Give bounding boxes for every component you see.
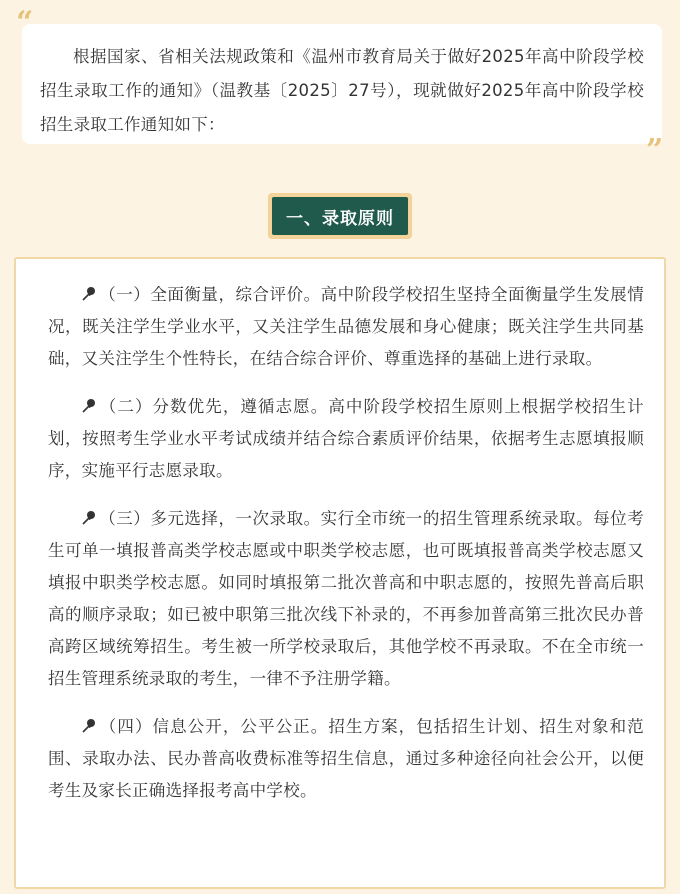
principles-box	[14, 257, 666, 889]
pushpin-icon	[81, 713, 97, 729]
principle-text: （二）分数优先，遵循志愿。高中阶段学校招生原则上根据学校招生计划，按照考生学业水平考试成绩并结合综合素质评价结果，依据考生志愿填报顺序，实施平行志愿录取。	[48, 397, 644, 480]
principle-text: （一）全面衡量，综合评价。高中阶段学校招生坚持全面衡量学生发展情况，既关注学生学业水平，又关注学生品德发展和身心健康；既关注学生共同基础，又关注学生个性特长，在结合综合评价、尊重选择的基础上进行录取。	[48, 285, 644, 368]
principle-paragraph-3	[48, 503, 644, 695]
intro-card	[22, 24, 662, 144]
pushpin-icon	[81, 281, 97, 297]
principle-paragraph-4	[48, 711, 644, 807]
principle-paragraph-1	[48, 279, 644, 375]
close-quote-icon: ”	[646, 133, 664, 168]
principle-paragraph-2	[48, 391, 644, 487]
section-title: 一、录取原则	[272, 197, 408, 235]
open-quote-icon: “	[16, 5, 34, 40]
intro-text: 根据国家、省相关法规政策和《温州市教育局关于做好2025年高中阶段学校招生录取工作的通知》（温教基〔2025〕27号），现就做好2025年高中阶段学校招生录取工作通知如下：	[40, 47, 644, 134]
pushpin-icon	[81, 393, 97, 409]
section-title-badge	[268, 193, 412, 239]
pushpin-icon	[81, 505, 97, 521]
principle-text: （四）信息公开，公平公正。招生方案，包括招生计划、招生对象和范围、录取办法、民办普高收费标准等招生信息，通过多种途径向社会公开，以便考生及家长正确选择报考高中学校。	[48, 717, 644, 800]
principle-text: （三）多元选择，一次录取。实行全市统一的招生管理系统录取。每位考生可单一填报普高类学校志愿或中职类学校志愿，也可既填报普高类学校志愿又填报中职类学校志愿。如同时填报第二批次普高和中职志愿的，按照先普高后职高的顺序录取；如已被中职第三批次线下补录的，不再参加普高第三批次民办普高跨区域统筹招生。考生被一所学校录取后，其他学校不再录取。不在全市统一招生管理系统录取的考生，一律不予注册学籍。	[48, 509, 644, 688]
